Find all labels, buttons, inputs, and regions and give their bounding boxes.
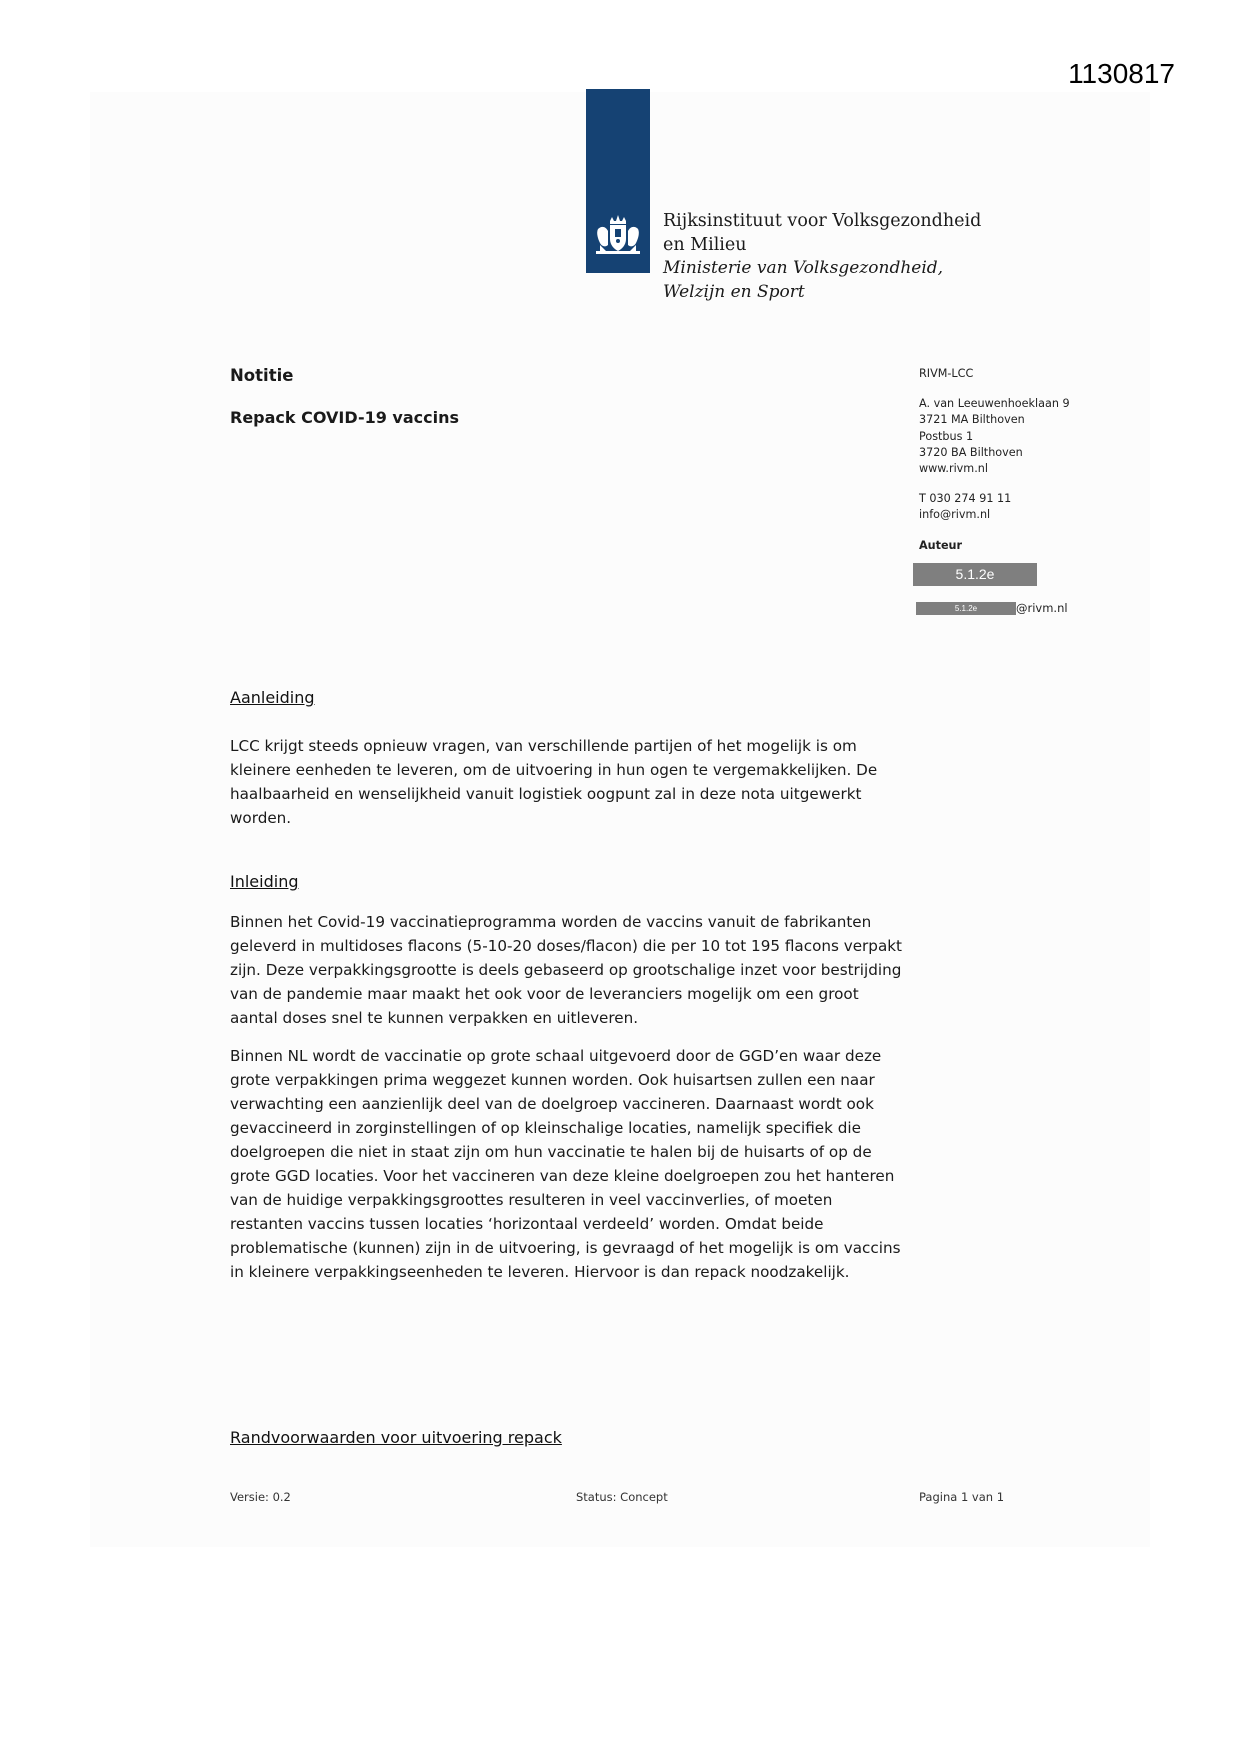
institute-line-2: en Milieu: [663, 234, 747, 255]
ministry-line-2: Welzijn en Sport: [663, 281, 805, 302]
address-line: 3720 BA Bilthoven: [919, 445, 1023, 459]
author-email-redacted: 5.1.2e: [916, 602, 1016, 615]
author-label: Auteur: [919, 538, 963, 552]
address-line: 3721 MA Bilthoven: [919, 413, 1025, 427]
government-logo: [586, 89, 650, 273]
author-email-domain: @rivm.nl: [1016, 601, 1068, 615]
heading-inleiding: Inleiding: [230, 872, 299, 891]
address-line: A. van Leeuwenhoeklaan 9: [919, 397, 1070, 411]
document-number: 1130817: [1068, 58, 1175, 89]
coat-of-arms-icon: [590, 211, 646, 259]
institute-line-1: Rijksinstituut voor Volksgezondheid: [663, 211, 982, 231]
colophon: [919, 366, 1070, 554]
title-block: [230, 366, 460, 427]
ministry-line-1: Ministerie van Volksgezondheid,: [663, 258, 944, 278]
heading-aanleiding: Aanleiding: [230, 688, 315, 707]
paragraph-inleiding-2: Binnen NL wordt de vaccinatie op grote schaal uitgevoerd door de GGD’en waar deze grote verpakkingen prima weggezet kunnen worden. Ook huisartsen zullen een naar verwachting een aanzienlijk deel van de doelgroep vaccineren. Daarnaast wordt ook gevaccineerd in zorginstellingen of op kleinschalige locaties, namelijk specifiek die doelgroepen die niet in staat zijn om hun vaccinatie te halen bij de huisarts of op de grote GGD locaties. Voor het vaccineren van deze kleine doelgroepen zou het hanteren van de huidige verpakkingsgroottes resulteren in veel vaccinverlies, of moeten restanten vaccins tussen locaties ‘horizontaal verdeeld’ worden. Omdat beide problematische (kunnen) zijn in de uitvoering, is gevraagd of het mogelijk is om vaccins in kleinere verpakkingseenheden te leveren. Hiervoor is dan repack noodzakelijk.: [230, 1047, 901, 1281]
document-type: Notitie: [230, 366, 294, 385]
department: RIVM-LCC: [919, 367, 974, 380]
paragraph-aanleiding: LCC krijgt steeds opnieuw vragen, van verschillende partijen of het mogelijk is om kleinere eenheden te leveren, om de uitvoering in hun ogen te vergemakkelijken. De haalbaarheid en wenselijkheid vanuit logistiek oogpunt zal in deze nota uitgewerkt worden.: [230, 737, 878, 827]
footer-version: Versie: 0.2: [230, 1490, 291, 1504]
footer-status: Status: Concept: [576, 1490, 668, 1504]
document-subject: Repack COVID-19 vaccins: [230, 408, 460, 427]
contact-email[interactable]: info@rivm.nl: [919, 508, 991, 522]
heading-randvoorwaarden: Randvoorwaarden voor uitvoering repack: [230, 1428, 562, 1447]
footer-page-number: Pagina 1 van 1: [919, 1490, 1005, 1504]
phone-number: T 030 274 91 11: [919, 492, 1012, 506]
address-line: Postbus 1: [919, 429, 974, 443]
paragraph-inleiding-1: Binnen het Covid-19 vaccinatieprogramma worden de vaccins vanuit de fabrikanten geleverd in multidoses flacons (5-10-20 doses/flacon) die per 10 tot 195 flacons verpakt zijn. Deze verpakkingsgrootte is deels gebaseerd op grootschalige inzet voor bestrijding van de pandemie maar maakt het ook voor de leveranciers mogelijk om een groot aantal doses snel te kunnen verpakken en uitleveren.: [230, 913, 903, 1027]
author-email: [916, 601, 1068, 615]
author-redacted: 5.1.2e: [913, 563, 1037, 586]
website-link[interactable]: www.rivm.nl: [919, 462, 988, 476]
institute-name: [663, 210, 981, 304]
